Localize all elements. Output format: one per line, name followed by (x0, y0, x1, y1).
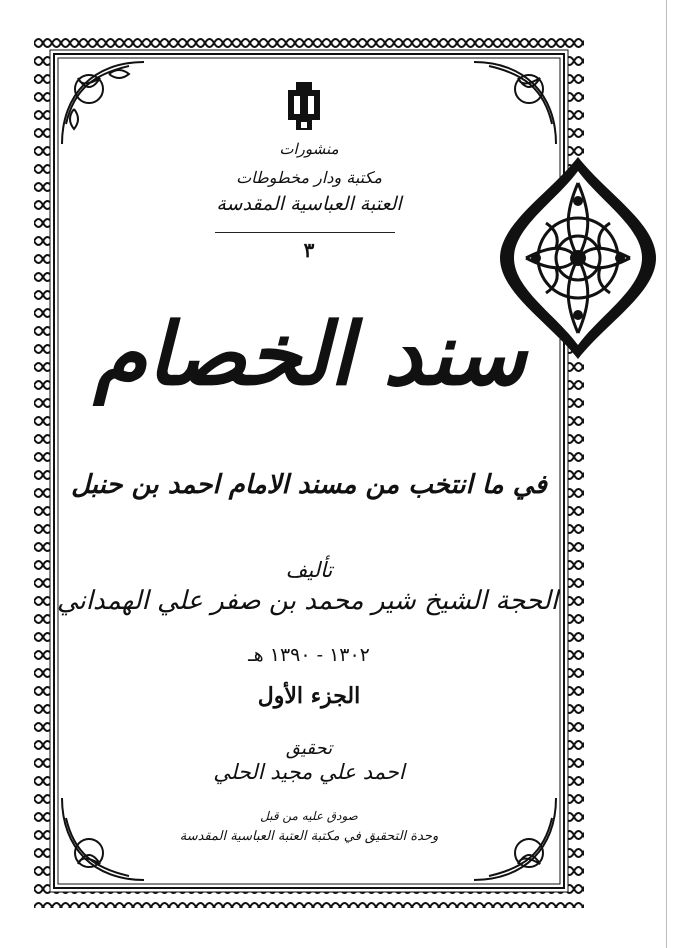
revised-by-label: صودق عليه من قبل (260, 809, 358, 823)
author-dates: ١٣٠٢ - ١٣٩٠ هـ (248, 644, 370, 666)
library-underline (215, 232, 395, 233)
authorship-label: تأليف (285, 558, 333, 582)
edited-by-label: تحقيق (285, 738, 333, 759)
series-number: ٣ (303, 238, 315, 262)
library-name-line1: مكتبة ودار مخطوطات (236, 168, 382, 187)
page-edge (666, 0, 667, 948)
editor-name: احمد علي مجيد الحلي (213, 760, 405, 784)
publisher-logo (282, 82, 326, 130)
library-name-line2: العتبة العباسية المقدسة (216, 193, 402, 215)
book-title: سند الخصام (93, 304, 527, 405)
publisher-label: منشورات (279, 140, 339, 158)
author-name: الحجة الشيخ شير محمد بن صفر علي الهمداني (56, 586, 558, 616)
volume-label: الجزء الأول (257, 683, 361, 709)
book-subtitle: في ما انتخب من مسند الامام احمد بن حنبل (71, 470, 547, 500)
reviewer-name: وحدة التحقيق في مكتبة العتبة العباسية المقدسة (179, 829, 439, 844)
